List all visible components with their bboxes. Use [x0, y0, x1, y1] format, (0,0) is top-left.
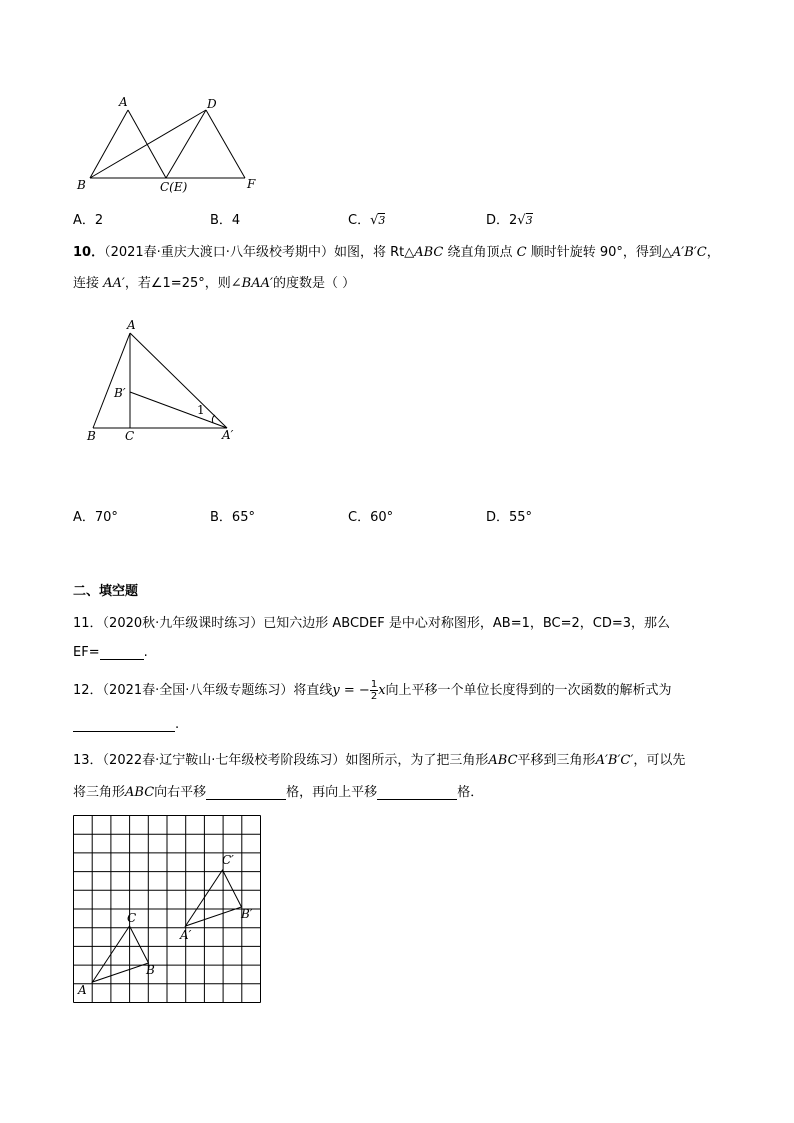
q13-text: ，可以先: [633, 753, 686, 768]
sqrt-icon: √: [517, 213, 526, 228]
q10-label-Aprime: A′: [222, 428, 234, 442]
q9-label-F: F: [247, 177, 256, 191]
q10-option-d[interactable]: D．55°: [486, 510, 533, 525]
q13-label-C: C: [127, 911, 137, 925]
q10-label-C: C: [125, 429, 135, 443]
q13-label-Cprime: C′: [222, 853, 234, 867]
q9-option-a[interactable]: A．2: [73, 213, 104, 228]
q10-text: ，若∠1=25°，则: [124, 276, 231, 291]
q13-math: A′B′C′: [595, 753, 634, 768]
q11-line1: 11．（2020秋·九年级课时练习）已知六边形 ABCDEF 是中心对称图形，AB=1，BC=2，CD=3，那么: [73, 616, 671, 631]
q10-label-1: 1: [197, 403, 205, 417]
q12-text: 向上平移一个单位长度得到的一次函数的解析式为: [385, 683, 672, 698]
q10-text: ，: [706, 245, 720, 260]
q11-text: .: [143, 645, 148, 660]
q9-option-d-label: D．2: [486, 213, 518, 228]
q13-triangle-abc: [93, 926, 149, 982]
q9-label-B: B: [77, 178, 86, 192]
q9-option-c-label: C．: [348, 213, 371, 228]
q9-label-CE: C(E): [160, 180, 188, 194]
q13-label-A: A: [78, 983, 87, 997]
q13-label-Aprime: A′: [180, 928, 192, 942]
q13-math: ABC: [125, 785, 155, 800]
sqrt-icon: √: [370, 213, 379, 228]
q13-triangle-abc-prime: [186, 870, 242, 926]
q13-math: ABC: [488, 753, 518, 768]
q10-math: △A′B′C: [661, 245, 707, 260]
q10-text: 的度数是（ ）: [272, 276, 356, 291]
q10-text: 连接: [73, 276, 104, 291]
q9-label-D: D: [207, 97, 217, 111]
q11-text: EF=: [73, 645, 100, 660]
q10-label-B: B: [87, 429, 96, 443]
q13-text: 将三角形: [73, 785, 126, 800]
q13-text: 格．: [457, 785, 484, 800]
q10-option-a[interactable]: A．70°: [73, 510, 118, 525]
q10-math: ∠BAA′: [230, 276, 273, 291]
section-title: 二、填空题: [73, 584, 139, 599]
q10-source: （2021春·重庆大渡口·八年级校考期中）: [104, 245, 334, 260]
q12-frac-num: 1: [370, 679, 378, 690]
q10-text: 顺时针旋转 90°，得到: [526, 245, 662, 260]
q13-text: 格，再向上平移: [286, 785, 378, 800]
q10-math: △ABC: [404, 245, 444, 260]
q12-text: .: [175, 717, 180, 732]
q13-text: 平移到三角形: [517, 753, 596, 768]
q10-label-Bprime: B′: [114, 386, 126, 400]
q13-text: 13．（2022春·辽宁鞍山·七年级校考阶段练习）如图所示，为了把三角形: [73, 753, 489, 768]
q10-label-A: A: [127, 318, 136, 332]
q9-option-d-radicand: 3: [525, 214, 533, 227]
q13-label-B: B: [146, 963, 155, 977]
q10-math: AA′: [103, 276, 125, 291]
q12-frac-den: 2: [370, 691, 378, 702]
q10-text: 绕直角顶点: [443, 245, 517, 260]
q10-math: C: [516, 245, 527, 260]
q10-option-b[interactable]: B．65°: [210, 510, 255, 525]
q9-label-A: A: [119, 95, 128, 109]
q12-text: 12．（2021春·全国·八年级专题练习）将直线: [73, 683, 333, 698]
q12-math: y = −: [332, 683, 370, 698]
q10-text: 如图，将 Rt: [333, 245, 405, 260]
q12-math: x: [378, 683, 386, 698]
q9-option-b[interactable]: B．4: [210, 213, 241, 228]
q9-option-c-radicand: 3: [378, 214, 386, 227]
q10-number: 10．: [73, 245, 105, 260]
q10-option-c[interactable]: C．60°: [348, 510, 394, 525]
q13-text: 向右平移: [154, 785, 207, 800]
q13-label-Bprime: B′: [241, 907, 253, 921]
